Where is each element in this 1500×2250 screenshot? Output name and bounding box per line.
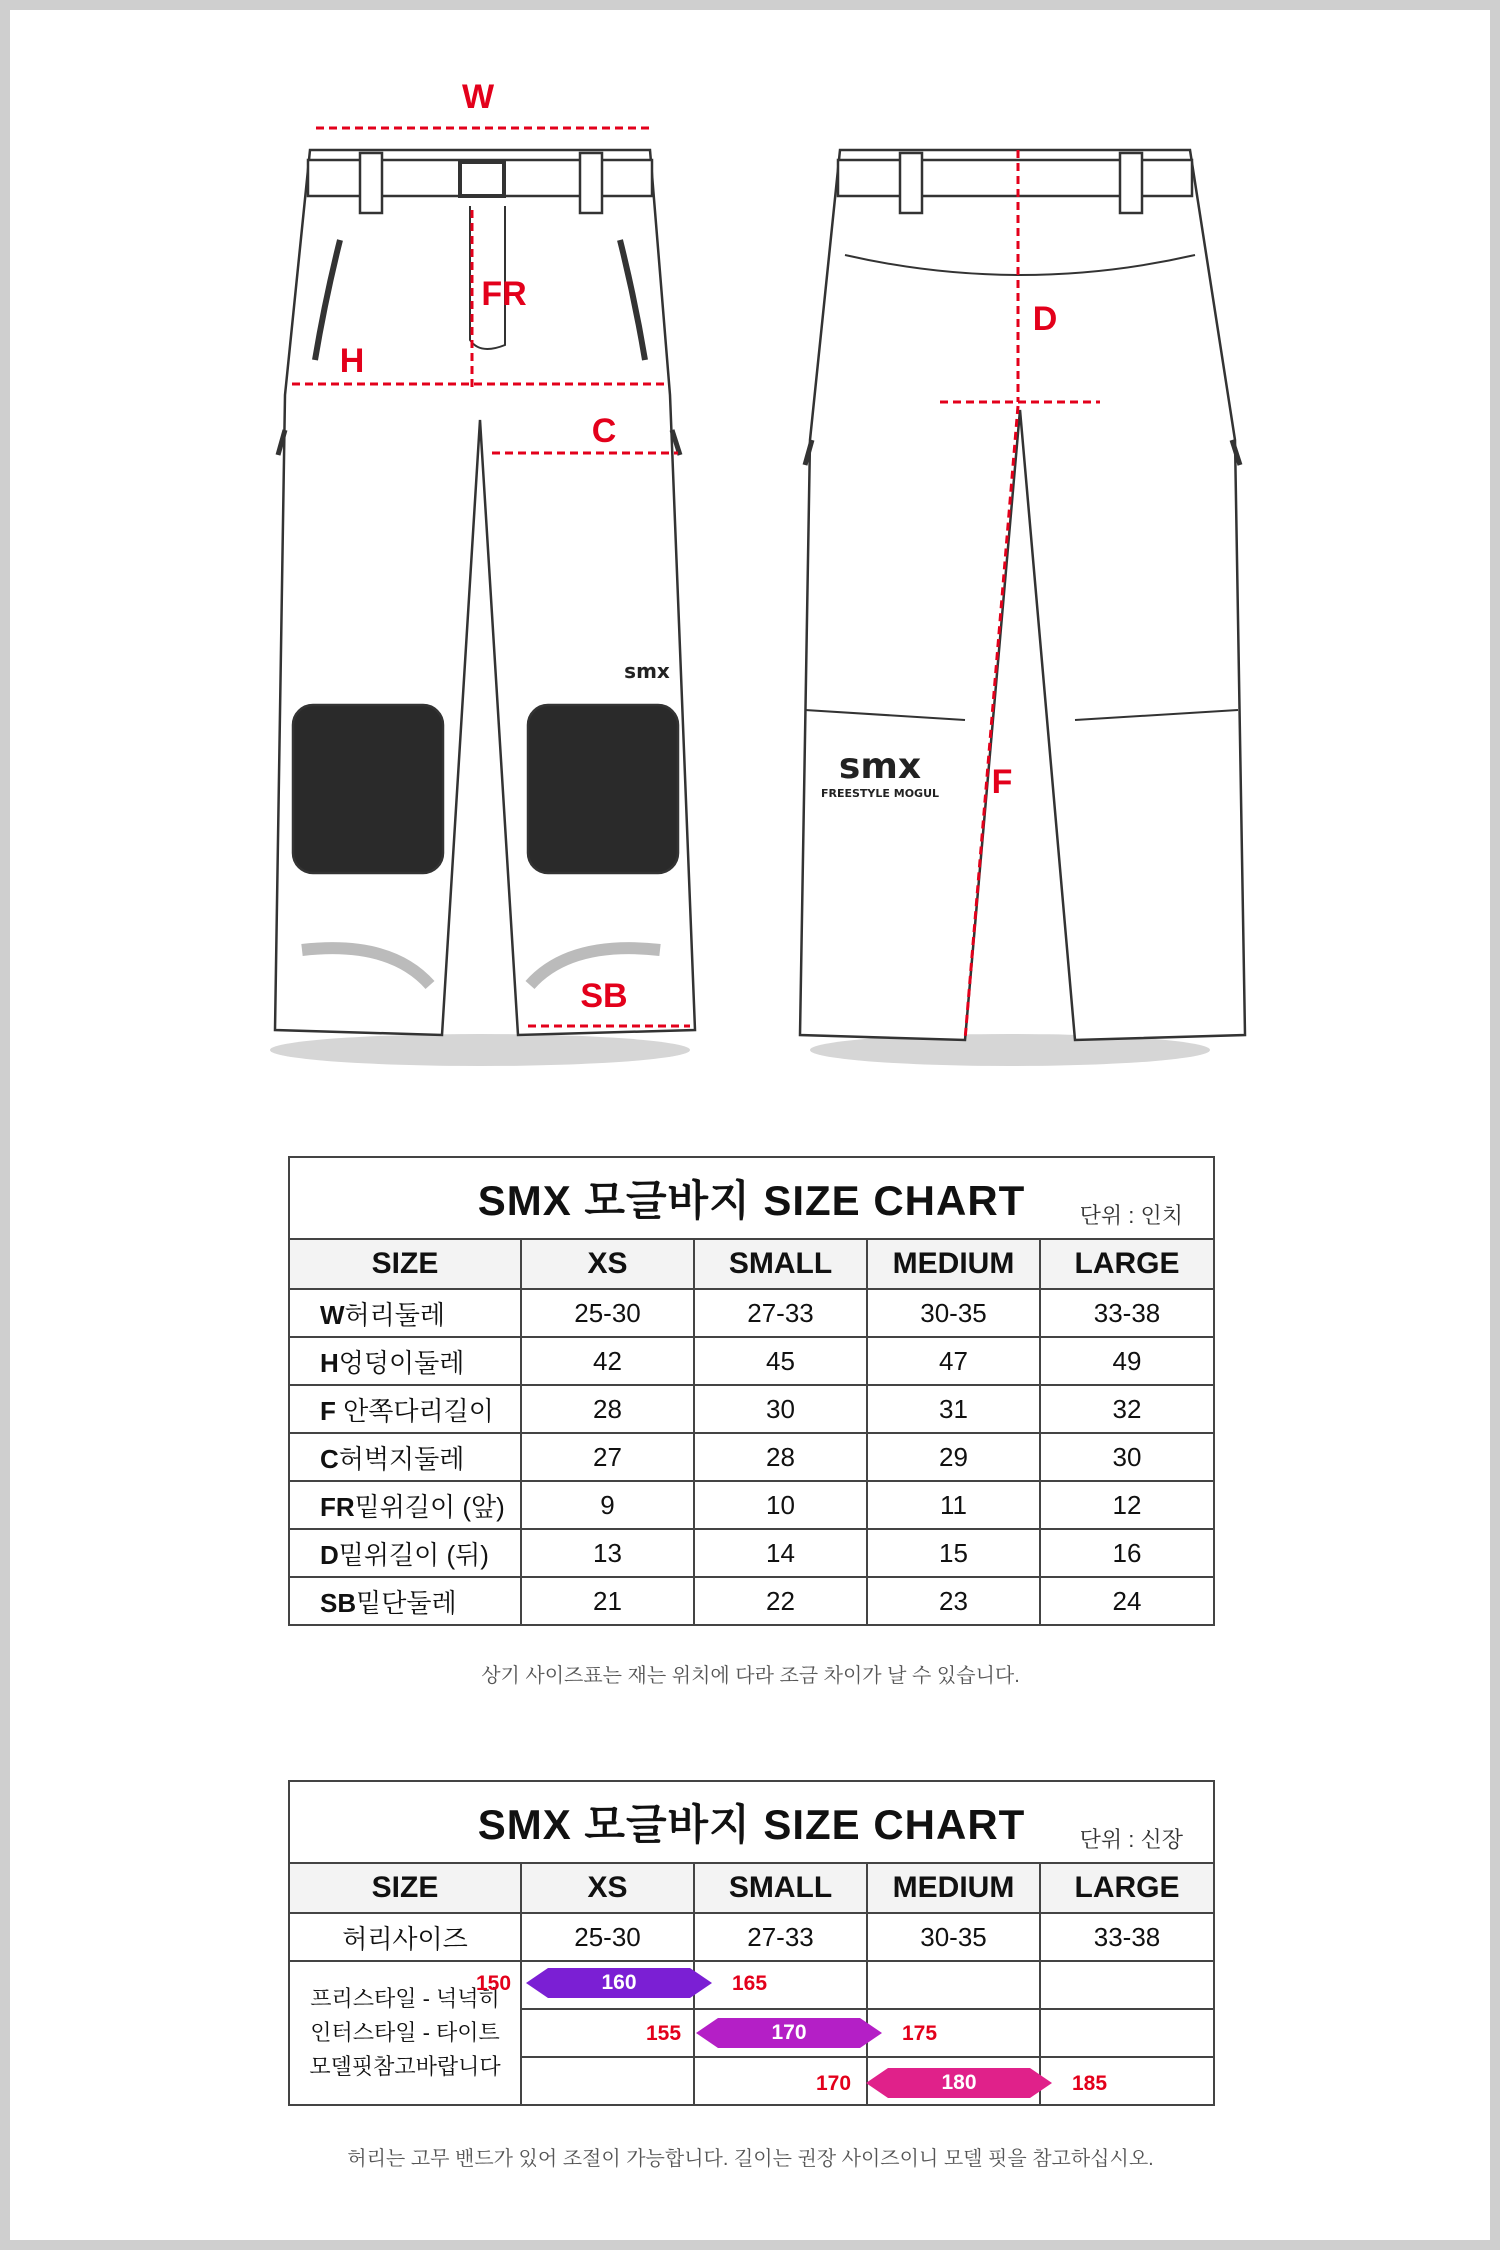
chart1-cell: 32 [1040, 1385, 1214, 1433]
page-sheet [10, 10, 1490, 2240]
chart1-row [289, 1481, 1214, 1529]
chart2-header-1: XS [521, 1863, 694, 1913]
back-logo-subtitle: FREESTYLE MOGUL [820, 787, 940, 800]
height-range-mid: 160 [601, 1971, 637, 1994]
chart1-cell: 29 [867, 1433, 1040, 1481]
knee-pad-right [528, 705, 678, 873]
chart1-row-code: H [320, 1347, 339, 1378]
chart1-header-4: LARGE [1040, 1239, 1214, 1289]
fit-line-1: 프리스타일 - 넉넉히 [310, 1986, 500, 2011]
height-range-max: 165 [732, 1972, 768, 1995]
chart1-cell: 27-33 [694, 1289, 867, 1337]
label-fr: FR [481, 275, 527, 313]
chart1-header-2: SMALL [694, 1239, 867, 1289]
chart1-row [289, 1577, 1214, 1625]
height-range-min: 150 [476, 1972, 512, 1995]
chart1-row [289, 1433, 1214, 1481]
front-belt-loop-right [580, 153, 602, 213]
chart1-row-label [289, 1385, 521, 1433]
chart1-cell: 22 [694, 1577, 867, 1625]
back-pants-body [800, 150, 1245, 1040]
chart1-title: SMX 모글바지 SIZE CHART [477, 1177, 1026, 1224]
chart1-cell: 28 [521, 1385, 694, 1433]
chart2-title: SMX 모글바지 SIZE CHART [477, 1801, 1026, 1848]
height-range-min: 155 [646, 2022, 682, 2045]
chart1-cell: 11 [867, 1481, 1040, 1529]
height-range-2 [646, 2018, 962, 2048]
chart1-row-code: F [320, 1395, 336, 1426]
size-table-height [288, 1780, 1215, 2106]
chart2-title-cell [289, 1781, 1214, 1863]
front-buckle [460, 162, 504, 196]
chart1-header-row [289, 1239, 1214, 1289]
chart1-cell: 15 [867, 1529, 1040, 1577]
chart1-cell: 12 [1040, 1481, 1214, 1529]
chart1-cell: 21 [521, 1577, 694, 1625]
label-sb: SB [580, 977, 628, 1015]
chart1-row-label [289, 1337, 521, 1385]
chart2-header-2: SMALL [694, 1863, 867, 1913]
chart1-cell: 33-38 [1040, 1289, 1214, 1337]
chart1-cell: 9 [521, 1481, 694, 1529]
chart1-row-name: 엉덩이둘레 [338, 1347, 465, 1378]
chart1-cell: 31 [867, 1385, 1040, 1433]
chart2-header-3: MEDIUM [867, 1863, 1040, 1913]
chart1-cell: 24 [1040, 1577, 1214, 1625]
label-f: F [991, 763, 1013, 801]
back-belt-loop-left [900, 153, 922, 213]
chart1-cell: 42 [521, 1337, 694, 1385]
label-c: C [591, 412, 617, 450]
chart1-row-code: D [320, 1539, 339, 1570]
front-shadow [270, 1034, 690, 1066]
chart1-row-name: 밑위길이 (앞) [354, 1491, 505, 1522]
chart1-row-name: 밑위길이 (뒤) [338, 1539, 489, 1570]
chart1-cell: 30-35 [867, 1289, 1040, 1337]
chart1-row [289, 1385, 1214, 1433]
label-d: D [1032, 300, 1058, 338]
chart1-cell: 30 [694, 1385, 867, 1433]
chart1-cell: 27 [521, 1433, 694, 1481]
label-h: H [339, 342, 365, 380]
chart1-row [289, 1289, 1214, 1337]
chart2-header-row [289, 1863, 1214, 1913]
height-range-1 [476, 1968, 792, 1998]
fit-line-3: 모델핏참고바랍니다 [309, 2054, 501, 2079]
chart1-header-1: XS [521, 1239, 694, 1289]
chart1-row-name: 안쪽다리길이 [335, 1395, 494, 1426]
chart1-header-0: SIZE [289, 1239, 521, 1289]
label-w: W [461, 78, 495, 116]
chart2-waist-cell: 33-38 [1040, 1913, 1214, 1961]
fit-line-2: 인터스타일 - 타이트 [310, 2020, 500, 2045]
size-chart-inch [288, 1156, 1213, 1687]
chart1-row-label [289, 1289, 521, 1337]
height-range-3 [816, 2068, 1132, 2098]
chart1-row-code: C [320, 1443, 339, 1474]
chart1-cell: 30 [1040, 1433, 1214, 1481]
chart2-waist-cell: 30-35 [867, 1913, 1040, 1961]
back-pants [800, 150, 1245, 1040]
height-range-mid: 180 [941, 2071, 977, 2094]
height-range-max: 175 [902, 2022, 938, 2045]
chart2-header-0: SIZE [289, 1863, 521, 1913]
chart2-waist-label: 허리사이즈 [289, 1913, 521, 1961]
chart2-waist-row [289, 1913, 1214, 1961]
chart1-row-code: FR [320, 1491, 355, 1522]
chart1-note: 상기 사이즈표는 재는 위치에 다라 조금 차이가 날 수 있습니다. [481, 1665, 1020, 1687]
chart2-waist-cell: 27-33 [694, 1913, 867, 1961]
height-range-mid: 170 [771, 2021, 807, 2044]
chart1-row-label [289, 1433, 521, 1481]
chart1-row-code: W [320, 1299, 345, 1330]
chart1-cell: 45 [694, 1337, 867, 1385]
chart1-row [289, 1337, 1214, 1385]
chart1-row-name: 허리둘레 [344, 1299, 446, 1330]
chart1-row-name: 허벅지둘레 [338, 1443, 465, 1474]
chart1-row-label [289, 1481, 521, 1529]
chart1-cell: 49 [1040, 1337, 1214, 1385]
chart1-header-3: MEDIUM [867, 1239, 1040, 1289]
back-logo: smx [838, 746, 922, 787]
size-chart-height [288, 1780, 1213, 2170]
chart1-cell: 10 [694, 1481, 867, 1529]
chart1-cell: 25-30 [521, 1289, 694, 1337]
chart1-row-label [289, 1529, 521, 1577]
height-range-max: 185 [1072, 2072, 1108, 2095]
chart1-cell: 23 [867, 1577, 1040, 1625]
front-belt-loop-left [360, 153, 382, 213]
front-logo: smx [624, 659, 670, 683]
chart2-header-4: LARGE [1040, 1863, 1214, 1913]
chart1-row-label [289, 1577, 521, 1625]
chart1-cell: 28 [694, 1433, 867, 1481]
chart1-cell: 14 [694, 1529, 867, 1577]
chart1-cell: 47 [867, 1337, 1040, 1385]
chart2-note: 허리는 고무 밴드가 있어 조절이 가능합니다. 길이는 권장 사이즈이니 모델 핏을 참고하십시오. [347, 2148, 1154, 2170]
chart1-cell: 16 [1040, 1529, 1214, 1577]
chart1-row-code: SB [320, 1587, 357, 1618]
knee-pad-left [293, 705, 443, 873]
chart2-unit: 단위 : 신장 [1079, 1827, 1184, 1852]
chart1-title-cell [289, 1157, 1214, 1239]
chart1-body [289, 1289, 1214, 1625]
chart1-row-name: 밑단둘레 [356, 1587, 457, 1618]
height-range-min: 170 [816, 2072, 852, 2095]
chart1-row [289, 1529, 1214, 1577]
chart1-cell: 13 [521, 1529, 694, 1577]
back-belt-loop-right [1120, 153, 1142, 213]
chart2-waist-cell: 25-30 [521, 1913, 694, 1961]
size-table-inch [288, 1156, 1215, 1626]
chart1-unit: 단위 : 인치 [1079, 1203, 1184, 1228]
pants-illustration [10, 10, 1490, 1130]
